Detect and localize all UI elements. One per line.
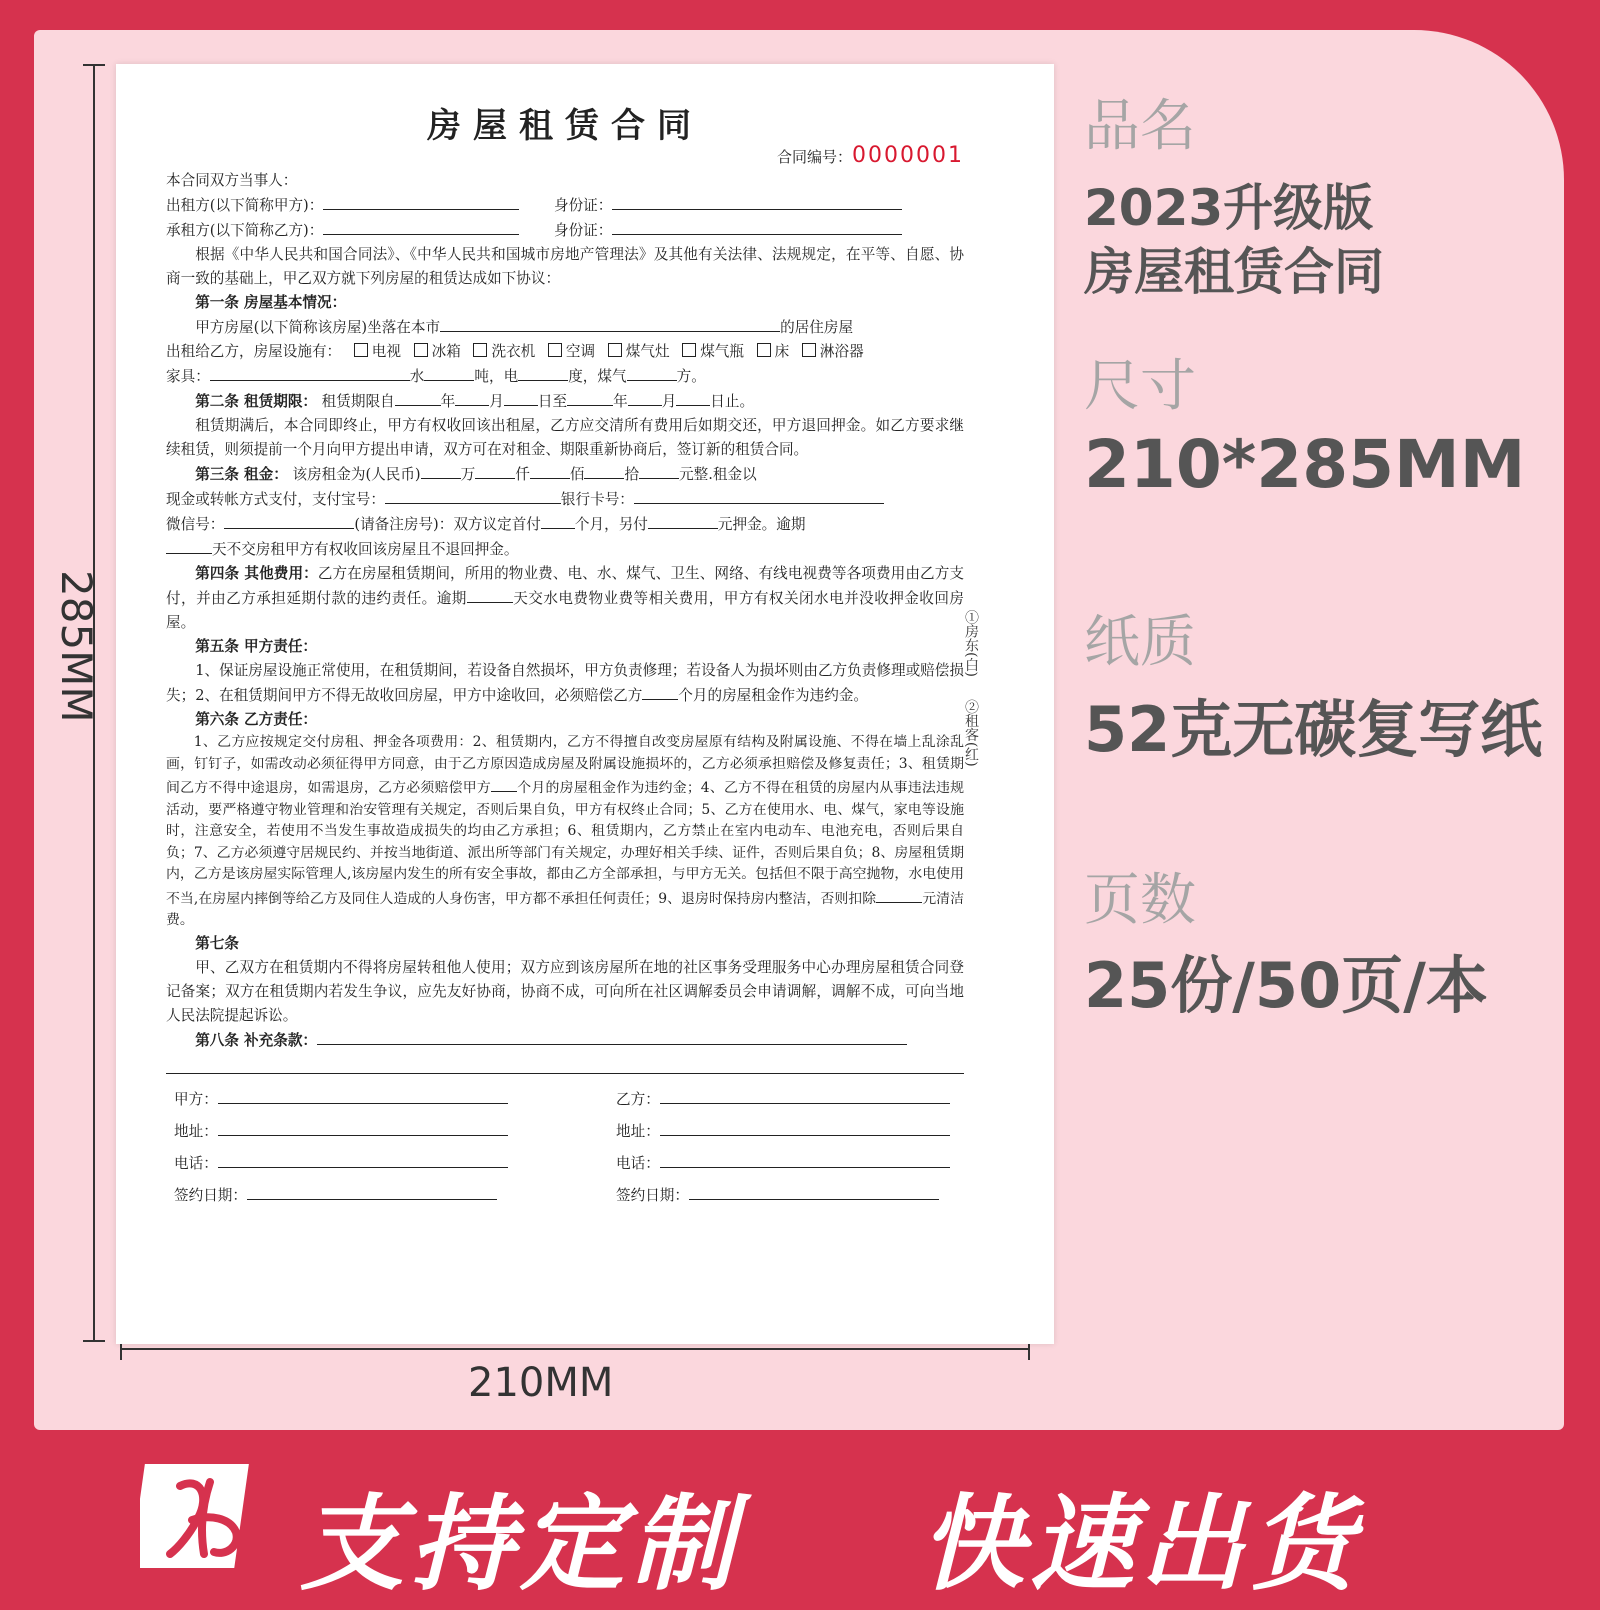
brand-logo-icon [140,1456,264,1580]
extra-payment-label: 个月，另付 [574,516,648,533]
article-5-text-2: 个月的房屋租金作为违约金。 [678,687,869,704]
parties-heading: 本合同双方当事人： [166,172,298,189]
term-year-1: 年 [440,393,456,410]
rent-yuan: 元整.租金以 [679,466,757,483]
term-day-to: 日至 [537,393,568,410]
supplement-line [166,1053,964,1074]
contract-body [166,94,964,1214]
furniture-label: 家具： [166,368,210,385]
party-b-signature [616,1084,950,1212]
pages-label: 页数 [1084,868,1196,933]
party-a-address-label: 地址： [174,1122,218,1140]
copy-labels [954,610,980,767]
article-3-deposit [166,512,964,537]
article-3-rent [166,462,964,487]
gas-unit: 方。 [676,368,706,385]
term-month-1: 月 [489,393,504,410]
size-label: 尺寸 [1084,354,1196,419]
article-5 [166,659,964,708]
article-3-title: 第三条 租金： [195,466,288,483]
article-6 [166,732,964,932]
article-7-title: 第七条 [195,934,239,952]
lessee-label: 承租方(以下简称乙方)： [166,222,324,239]
party-a-label: 甲方： [174,1090,218,1108]
article-1-residential-text: 的居住房屋 [780,319,854,336]
deposit-label: 元押金。逾期 [717,516,806,533]
article-1-facilities [166,340,964,364]
lessee-id-label: 身份证： [553,222,613,239]
paper-value: 52克无碳复写纸 [1084,693,1543,766]
facility-tv: 电视 [371,343,401,360]
article-4 [166,562,964,635]
article-1-title: 第一条 房屋基本情况： [195,294,347,311]
lessor-label: 出租方(以下简称甲方)： [166,197,324,214]
article-1-location-text: 甲方房屋(以下简称该房屋)坐落在本市 [195,319,441,336]
article-1-location [166,315,964,340]
contract-number: 0000001 [852,143,964,168]
water-label: 水 [409,368,425,385]
signature-block [166,1084,964,1214]
name-value-2: 房屋租赁合同 [1084,243,1384,301]
article-6-text: 1、乙方应按规定交付房租、押金各项费用：2、租赁期内，乙方不得擅自改变房屋原有结构及附属设施、不得在墙上乱涂乱画，钉钉子，如需改动必须征得甲方同意，由于乙方原因造成房屋及附属设施损坏的，乙方必须承担赔偿及修复责任；3、租赁期间乙方不得中途退房，如需退房，乙方必须赔偿甲方 [166,734,964,796]
facilities-label: 出租给乙方，房屋设施有： [166,343,342,360]
party-b-date-label: 签约日期： [616,1186,689,1204]
intro-paragraph: 根据《中华人民共和国合同法》、《中华人民共和国城市房地产管理法》及其他有关法律、法规规定，在平等、自愿、协商一致的基础上，甲乙双方就下列房屋的租赁达成如下协议： [166,246,964,287]
article-2-text: 租赁期满后，本合同即终止，甲方有权收回该出租屋，乙方应交清所有费用后如期交还，甲方退回押金。如乙方要求继续租赁，则须提前一个月向甲方提出申请，双方可在对租金、期限重新协商后，签订新的租赁合同。 [166,417,964,458]
slogan-customizable: 支持定制 [300,1483,741,1605]
first-payment-label: (请备注房号)：双方议定首付 [354,516,541,533]
pages-value: 25份/50页/本 [1084,949,1488,1022]
article-4-title: 第四条 其他费用： [195,565,318,582]
facility-shower: 淋浴器 [819,343,864,360]
contract-sheet [116,64,1054,1344]
height-dimension-label: 285MM [52,570,101,723]
party-a-signature [174,1084,508,1212]
overdue-text: 天不交房租甲方有权收回该房屋且不退回押金。 [212,541,519,558]
article-5-title: 第五条 甲方责任： [195,638,318,655]
slogan-fast-shipping: 快速出货 [920,1483,1361,1605]
party-a-phone-label: 电话： [174,1154,218,1172]
rent-qian: 仟 [515,466,530,483]
article-2-term [166,389,964,414]
term-from-label: 租赁期限自 [321,393,395,410]
article-3-overdue [166,537,964,562]
name-label: 品名 [1084,94,1196,159]
party-b-label: 乙方： [616,1090,660,1108]
facility-washer: 洗衣机 [491,343,536,360]
article-3-payment [166,487,964,512]
article-6-title: 第六条 乙方责任： [195,711,318,728]
facility-gas-stove: 煤气灶 [625,343,670,360]
size-value: 210*285MM [1084,426,1526,503]
party-b-phone-label: 电话： [616,1154,660,1172]
term-month-2: 月 [661,393,677,410]
bank-card-label: 银行卡号： [560,491,634,508]
article-6-text-2: 个月的房屋租金作为违约金；4、乙方不得在租赁的房屋内从事违法违规活动，要严格遵守物业管理和治安管理有关规定，否则后果自负，甲方有权终止合同；5、乙方在使用水、电、煤气，家电等设施时，注意安全，若使用不当发生事故造成损失的均由乙方承担；6、租赁期内，乙方禁止在室内电动车、电池充电，否则后果自负；7、乙方必须遵守居规民约、并按当地街道、派出所等部门有关规定，办理好相关手续、证件，否则后果自负；8、房屋租赁期内，乙方是该房屋实际管理人,该房屋内发生的所有安全事故，都由乙方全部承担，与甲方无关。包括但不限于高空抛物，水电使用不当,在房屋内摔倒等给乙方及同住人造成的人身伤害，甲方都不承担任何责任；9、退房时保持房内整洁，否则扣除 [166,780,964,907]
article-1-utilities [166,364,964,389]
article-7-text: 甲、乙双方在租赁期内不得将房屋转租他人使用；双方应到该房屋所在地的社区事务受理服务中心办理房屋租赁合同登记备案；双方在租赁期内若发生争议，应先友好协商，协商不成，可向所在社区调解委员会申请调解，调解不成，可向当地人民法院提起诉讼。 [166,958,964,1024]
facility-fridge: 冰箱 [431,343,461,360]
copy-2-label: ②租客(红) [963,699,979,767]
facility-bed: 床 [774,343,790,360]
term-year-2: 年 [613,393,628,410]
article-4-text-2: 天交水电费物业费等相关费用，甲方有权关闭水电并没收押金收回房屋。 [166,590,964,631]
electricity-label: 吨，电 [474,368,519,385]
rent-bai: 佰 [569,466,585,483]
party-a-date-label: 签约日期： [174,1186,247,1204]
rent-wan: 万 [460,466,476,483]
contract-number-label: 合同编号： [777,148,853,166]
article-2-title: 第二条 租赁期限： [195,393,318,410]
article-8-title: 第八条 补充条款： [195,1031,318,1049]
pink-panel [34,30,1564,1430]
gas-label: 度，煤气 [568,368,627,385]
facility-gas-bottle: 煤气瓶 [700,343,744,360]
width-dimension-line [120,1348,1030,1350]
alipay-label: 现金或转帐方式支付，支付宝号： [166,491,385,508]
width-dimension-label: 210MM [468,1360,614,1406]
lessee-row [166,218,964,243]
copy-1-label: ①房东(白) [963,610,979,677]
term-end-label: 日止。 [710,393,755,410]
party-b-address-label: 地址： [616,1122,660,1140]
paper-label: 纸质 [1084,610,1196,675]
article-6-text-3: 元清洁费。 [166,890,964,928]
article-8 [166,1028,964,1053]
lessor-id-label: 身份证： [553,197,613,214]
article-4-text: 乙方在房屋租赁期间，所用的物业费、电、水、煤气、卫生、网络、有线电视费等各项费用由乙方支付，并由乙方承担延期付款的违约责任。逾期 [166,565,964,607]
lessor-row [166,193,964,218]
rent-amount-label: 该房租金为(人民币) [292,466,421,483]
facility-ac: 空调 [565,343,596,360]
bottom-banner [0,1450,1600,1605]
name-value-1: 2023升级版 [1084,179,1374,237]
article-5-text: 1、保证房屋设施正常使用，在租赁期间，若设备自然损坏，甲方负责修理；若设备人为损坏则由乙方负责修理或赔偿损失；2、在租赁期间甲方不得无故收回房屋，甲方中途收回，必须赔偿乙方 [166,662,964,704]
wechat-label: 微信号： [166,516,225,533]
rent-shi: 拾 [624,466,640,483]
contract-title: 房屋租赁合同 [427,106,703,146]
